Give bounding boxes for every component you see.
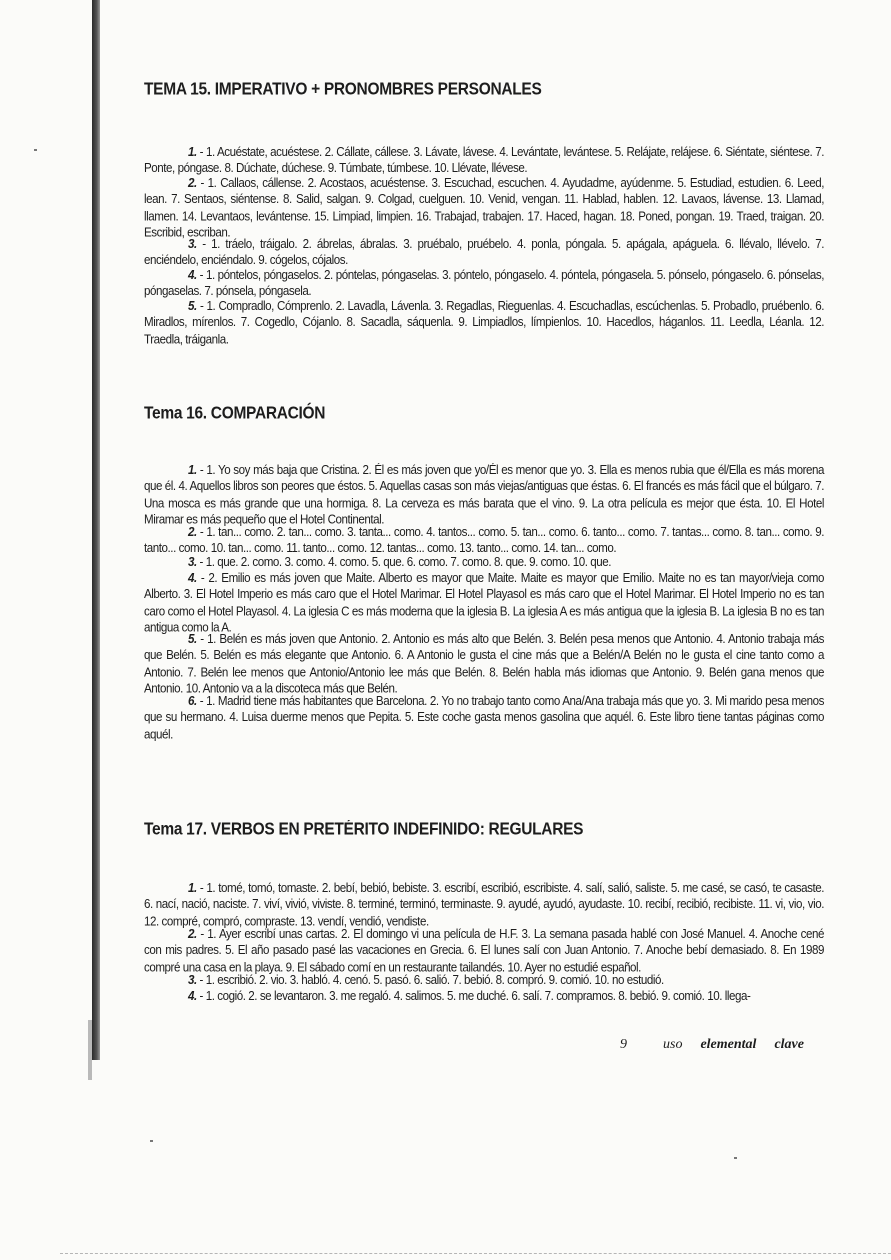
scan-speck xyxy=(150,1140,153,1142)
exercise-paragraph xyxy=(144,236,824,269)
exercise-text: - 1. que. 2. como. 3. como. 4. como. 5. que. 6. como. 7. como. 8. que. 9. como. 10. que. xyxy=(196,555,612,570)
scan-speck xyxy=(734,1157,737,1159)
exercise-text: - 1. Ayer escribí unas cartas. 2. El domingo vi una película de H.F. 3. La semana pasada hablé con José Manuel. 4. Anoche cené con mis padres. 5. El año pasado pasé las vacaciones en Grecia. 6. El lunes salí con Juan Antonio. 7. Anoche bebí demasiado. 8. En 1989 compré una casa en la playa. 9. El sábado comí en un restaurante tailandés. 10. Ayer no estudié español. xyxy=(144,927,824,975)
exercise-paragraph xyxy=(144,175,824,242)
exercise-number: 3. xyxy=(188,973,197,988)
exercise-number: 6. xyxy=(188,694,197,709)
exercise-paragraph xyxy=(144,267,824,300)
scan-bottom-edge xyxy=(60,1253,891,1255)
exercise-text: - 2. Emilio es más joven que Maite. Alberto es mayor que Maite. Maite es mayor que Emilio. Maite no es tan mayor/vieja como Alberto. 3. El Hotel Imperio es más caro que el Hotel Marimar. El Hotel Playasol es más caro que el Hotel Marimar. El Hotel Imperio no es tan caro como el Hotel Playasol. 4. La iglesia C es más moderna que la iglesia B. La iglesia A es más antigua que la iglesia B. La iglesia B no es tan antigua como la A. xyxy=(144,570,824,635)
exercise-number: 3. xyxy=(188,237,197,252)
footer-level-word: elemental xyxy=(700,1037,757,1052)
exercise-paragraph xyxy=(144,524,824,557)
exercise-number: 1. xyxy=(188,463,197,478)
page-number: 9 xyxy=(620,1037,627,1052)
exercise-text: - 1. Madrid tiene más habitantes que Barcelona. 2. Yo no trabajo tanto como Ana/Ana trabaja más que yo. 3. Mi marido pesa menos que su hermano. 4. Luisa duerme menos que Pepita. 5. Este coche gasta menos gasolina que aquél. 6. Este libro tiene tantas páginas como aquél. xyxy=(144,694,824,742)
section-title: Tema 16. COMPARACIÓN xyxy=(144,404,326,424)
scan-speck xyxy=(34,149,37,151)
exercise-number: 2. xyxy=(188,927,197,942)
exercise-paragraph xyxy=(144,144,824,177)
exercise-text: - 1. tráelo, tráigalo. 2. ábrelas, ábralas. 3. pruébalo, pruébelo. 4. ponla, póngala. 5. apágala, apáguela. 6. llévalo, llévelo. 7. enciéndelo, enciéndalo. 9. cógelos, cójalos. xyxy=(144,237,824,269)
exercise-paragraph xyxy=(144,926,824,976)
exercise-text: - 1. cogió. 2. se levantaron. 3. me regaló. 4. salimos. 5. me duché. 6. salí. 7. compramos. 8. bebió. 9. comió. 10. llega- xyxy=(196,988,751,1003)
exercise-paragraph xyxy=(144,570,824,637)
exercise-number: 4. xyxy=(188,988,197,1003)
exercise-number: 2. xyxy=(188,175,197,190)
exercise-text: - 1. escribió. 2. vio. 3. habló. 4. cenó. 5. pasó. 6. salió. 7. bebió. 8. compró. 9. comió. 10. no estudió. xyxy=(196,973,664,988)
section-title: TEMA 15. IMPERATIVO + PRONOMBRES PERSONALES xyxy=(144,80,542,100)
exercise-number: 4. xyxy=(188,268,197,283)
exercise-paragraph xyxy=(144,693,824,743)
exercise-text: - 1. tomé, tomó, tomaste. 2. bebí, bebió, bebiste. 3. escribí, escribió, escribiste. 4. salí, salió, saliste. 5. me casé, se casó, te casaste. 6. nací, nació, naciste. 7. viví, vivió, viviste. 8. terminé, terminó, terminaste. 9. ayudé, ayudó, ayudaste. 10. recibí, recibió, recibiste. 11. vi, vio, vio. 12. compré, compró, compraste. 13. vendí, vendió, vendiste. xyxy=(144,881,824,929)
scan-binding-shadow-lower xyxy=(88,1020,92,1080)
exercise-paragraph xyxy=(144,972,824,989)
exercise-paragraph xyxy=(144,880,824,930)
exercise-text: - 1. Acuéstate, acuéstese. 2. Cállate, cállese. 3. Lávate, lávese. 4. Levántate, levántese. 5. Relájate, relájese. 6. Siéntate, siéntese. 7. Ponte, póngase. 8. Dúchate, dúchese. 9. Túmbate, túmbese. 10. Llévate, llévese. xyxy=(144,145,824,176)
exercise-paragraph xyxy=(144,554,824,571)
scan-binding-shadow xyxy=(92,0,100,1060)
exercise-paragraph xyxy=(144,988,824,1005)
exercise-text: - 1. Belén es más joven que Antonio. 2. Antonio es más alto que Belén. 3. Belén pesa menos que Antonio. 4. Antonio trabaja más que Belén. 5. Belén es más elegante que Antonio. 6. A Antonio le gusta el cine más que a Belén/A Belén no le gusta el cine tanto como a Antonio. 7. Belén lee menos que Antonio/Antonio lee más que Belén. 8. Belén habla más idiomas que Antonio. 9. Belén gana menos que Antonio. 10. Antonio va a la discoteca más que Belén. xyxy=(144,632,824,697)
section-tema-15 xyxy=(144,80,824,347)
exercise-text: - 1. Callaos, cállense. 2. Acostaos, acuéstense. 3. Escuchad, escuchen. 4. Ayudadme, ayúdenme. 5. Estudiad, estudien. 6. Leed, lean. 7. Sentaos, siéntense. 8. Salid, salgan. 9. Colgad, cuelguen. 10. Venid, vengan. 11. Hablad, hablen. 12. Lavaos, lávense. 13. Llamad, llamen. 14. Levantaos, levántense. 15. Limpiad, limpien. 16. Trabajad, trabajen. 17. Haced, hagan. 18. Poned, pongan. 19. Traed, traigan. 20. Escribid, escriban. xyxy=(144,175,824,240)
exercise-text: - 1. póntelos, póngaselos. 2. póntelas, póngaselas. 3. póntelo, póngaselo. 4. póntela, póngasela. 5. pónselo, póngaselo. 6. pónselas, póngaselas. 7. pónsela, póngasela. xyxy=(144,268,824,300)
footer-publisher-word: clave xyxy=(774,1037,804,1052)
section-tema-16 xyxy=(144,404,824,742)
exercise-text: - 1. Compradlo, Cómprenlo. 2. Lavadla, Lávenla. 3. Regadlas, Rieguenlas. 4. Escuchadlas, escúchenlas. 5. Probadlo, pruébenlo. 6. Miradlos, mírenlos. 7. Cogedlo, Cójanlo. 8. Sacadla, sáquenla. 9. Limpiadlos, límpienlos. 10. Hacedlos, háganlos. 11. Leedla, Léanla. 12. Traedla, tráiganla. xyxy=(144,299,824,347)
section-tema-17 xyxy=(144,820,824,1003)
exercise-number: 2. xyxy=(188,524,197,539)
section-title: Tema 17. VERBOS EN PRETÉRITO INDEFINIDO: REGULARES xyxy=(144,820,584,840)
page-footer xyxy=(620,1037,820,1053)
exercise-paragraph xyxy=(144,631,824,698)
exercise-paragraph xyxy=(144,298,824,348)
exercise-number: 5. xyxy=(188,632,197,647)
exercise-number: 4. xyxy=(188,570,197,585)
exercise-number: 1. xyxy=(188,145,197,160)
footer-series-word: uso xyxy=(663,1037,683,1052)
exercise-number: 3. xyxy=(188,555,197,570)
exercise-number: 1. xyxy=(188,881,197,896)
exercise-number: 5. xyxy=(188,299,197,314)
exercise-text: - 1. tan... como. 2. tan... como. 3. tanta... como. 4. tantos... como. 5. tan... como. 6. tanto... como. 7. tantas... como. 8. tan... como. 9. tanto... como. 10. tan... como. 11. tanto... como. 12. tantas... como. 13. tanto... como. 14. tan... como. xyxy=(144,524,824,556)
exercise-text: - 1. Yo soy más baja que Cristina. 2. Él es más joven que yo/Él es menor que yo. 3. Ella es menos rubia que él/Ella es más morena que él. 4. Aquellos libros son peores que éstos. 5. Aquellas casas son más viejas/antiguas que éstas. 6. El francés es más fácil que el búlgaro. 7. Una mosca es más grande que una hormiga. 8. La cerveza es más barata que el vino. 9. La otra película es mejor que ésta. 10. El Hotel Miramar es más pequeño que el Hotel Continental. xyxy=(144,463,824,528)
exercise-paragraph xyxy=(144,462,824,529)
